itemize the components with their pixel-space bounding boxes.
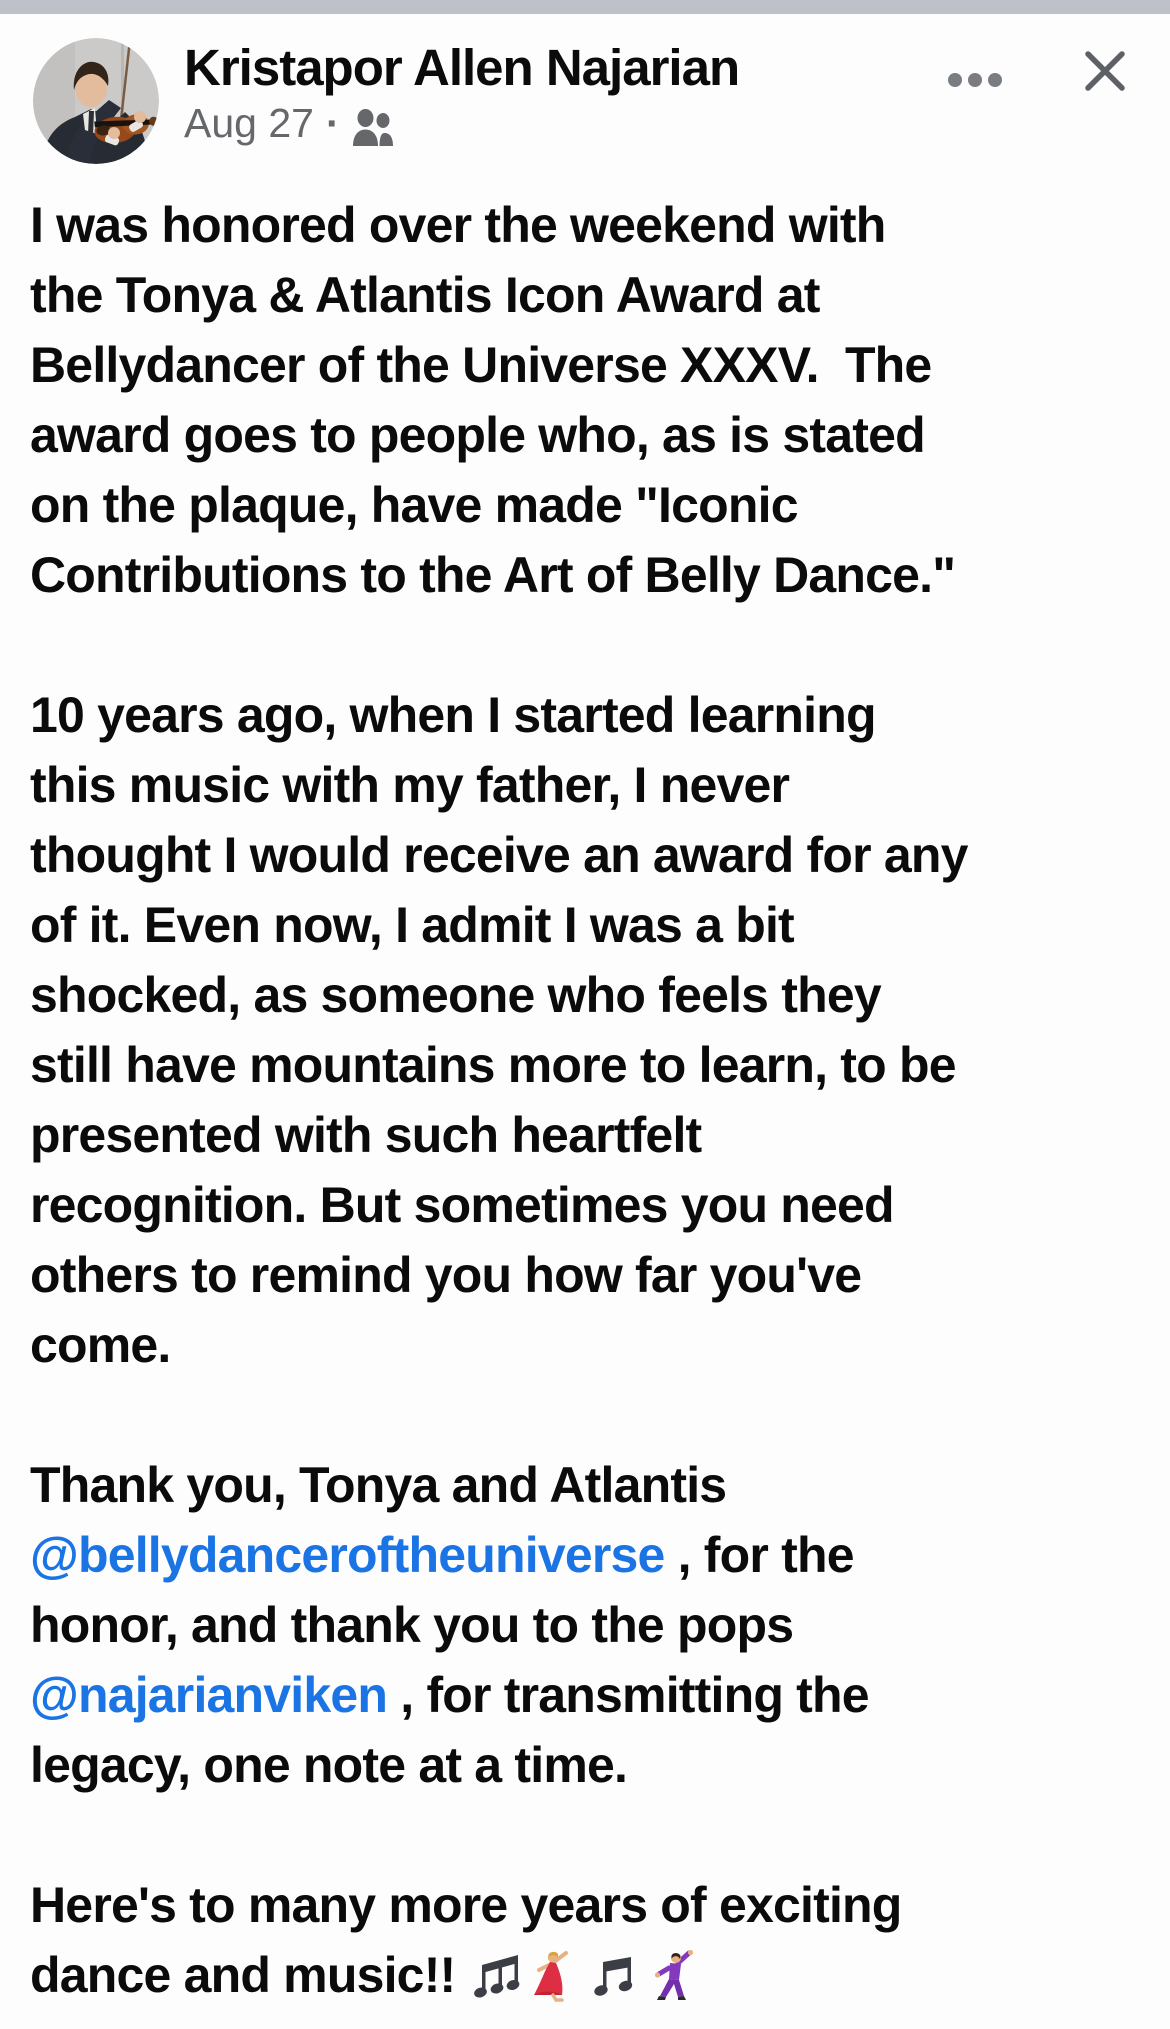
post-line [30, 1940, 1142, 2010]
post-text-segment: come. [30, 1317, 171, 1373]
post-header [0, 14, 1170, 164]
post-line [30, 750, 1142, 820]
post-line [30, 820, 1142, 890]
header-info [184, 38, 947, 147]
post-text-segment: , for transmitting the [387, 1667, 869, 1723]
mention-link[interactable]: @bellydanceroftheuniverse [30, 1527, 665, 1583]
post-paragraph [30, 1450, 1142, 1800]
post-text-segment: Thank you, Tonya and Atlantis [30, 1457, 727, 1513]
post-line [30, 1660, 1142, 1730]
post-paragraph [30, 680, 1142, 1380]
post-line [30, 1240, 1142, 1310]
post-text-segment: honor, and thank you to the pops [30, 1597, 794, 1653]
post-text-segment: shocked, as someone who feels they [30, 967, 881, 1023]
post-text-segment: I was honored over the weekend with [30, 197, 886, 253]
post-text-segment: presented with such heartfelt [30, 1107, 702, 1163]
friends-audience-icon [352, 101, 394, 147]
meta-separator: · [325, 100, 340, 146]
header-actions [947, 38, 1127, 93]
post-line [30, 1310, 1142, 1380]
post-line [30, 890, 1142, 960]
post-line [30, 470, 1142, 540]
post-text-segment: , for the [664, 1527, 854, 1583]
post-text-segment: Bellydancer of the Universe XXXV. The [30, 337, 932, 393]
post-text-segment: legacy, one note at a time. [30, 1737, 628, 1793]
post-text-segment: dance and music!! [30, 1947, 469, 2003]
post-line [30, 190, 1142, 260]
post-line [30, 330, 1142, 400]
post-date[interactable]: Aug 27 [184, 100, 314, 146]
post-text-segment: recognition. But sometimes you need [30, 1177, 894, 1233]
post-line [30, 1100, 1142, 1170]
post-meta [184, 100, 947, 147]
post-line [30, 960, 1142, 1030]
post-text-segment: on the plaque, have made "Iconic [30, 477, 798, 533]
post-line [30, 1030, 1142, 1100]
post-text-segment: Here's to many more years of exciting [30, 1877, 902, 1933]
post-line [30, 400, 1142, 470]
three-dots-icon [947, 72, 1003, 88]
post-paragraph [30, 1870, 1142, 2010]
musical-notes-emoji [471, 1950, 523, 2002]
author-name[interactable]: Kristapor Allen Najarian [184, 39, 740, 96]
man-dancing-emoji [645, 1950, 697, 2002]
more-options-button[interactable] [947, 66, 1003, 93]
musical-note-emoji [587, 1950, 639, 2002]
post-text-segment: still have mountains more to learn, to be [30, 1037, 956, 1093]
post-line [30, 1170, 1142, 1240]
post-text-segment: 10 years ago, when I started learning [30, 687, 876, 743]
post-line [30, 1450, 1142, 1520]
post-text-segment: of it. Even now, I admit I was a bit [30, 897, 794, 953]
post-text-segment: the Tonya & Atlantis Icon Award at [30, 267, 820, 323]
post-line [30, 540, 1142, 610]
post-text-segment: thought I would receive an award for any [30, 827, 968, 883]
post-line [30, 1590, 1142, 1660]
post-text-segment: award goes to people who, as is stated [30, 407, 925, 463]
avatar-violinist-image [33, 38, 159, 164]
mention-link[interactable]: @najarianviken [30, 1667, 388, 1723]
post-text-segment: Contributions to the Art of Belly Dance." [30, 547, 956, 603]
post-text [30, 190, 1142, 2010]
post-line [30, 1870, 1142, 1940]
post-line [30, 680, 1142, 750]
post-line [30, 260, 1142, 330]
post-text-segment: others to remind you how far you've [30, 1247, 862, 1303]
post-line [30, 1730, 1142, 1800]
status-bar-strip [0, 0, 1170, 14]
post-line [30, 1520, 1142, 1590]
woman-dancing-emoji [529, 1950, 581, 2002]
avatar[interactable] [33, 38, 159, 164]
post-text-segment: this music with my father, I never [30, 757, 790, 813]
close-icon [1083, 49, 1127, 93]
close-button[interactable] [1083, 49, 1127, 93]
post-paragraph [30, 190, 1142, 610]
